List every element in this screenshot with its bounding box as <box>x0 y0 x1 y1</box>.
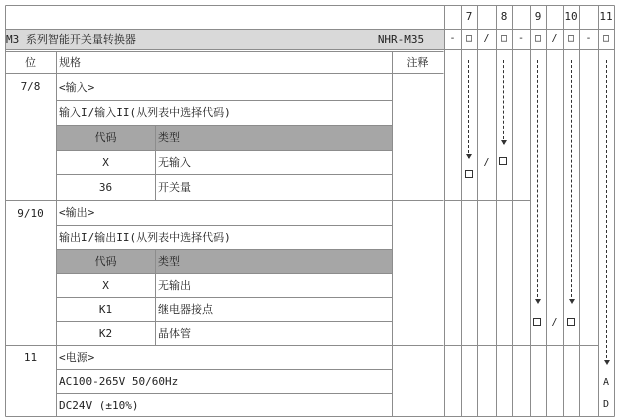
code-box: □ <box>534 33 542 44</box>
section-input-heading: <输入> <box>59 81 95 94</box>
code-box: □ <box>500 33 508 44</box>
table-row-code: 36 <box>98 180 113 194</box>
code-separator: / <box>551 33 558 44</box>
section-input-position: 7/8 <box>20 79 41 93</box>
table-row-code: K2 <box>98 326 113 340</box>
table-row-code: X <box>102 155 109 169</box>
section-output-heading: <输出> <box>59 206 95 219</box>
column-position: 位 <box>25 55 36 69</box>
result-box-10 <box>567 318 575 326</box>
section-power-position: 11 <box>23 350 38 364</box>
result-box-9 <box>533 318 541 326</box>
code-separator: - <box>585 33 592 44</box>
table-row-type: 开关量 <box>158 180 191 194</box>
code-box: □ <box>602 33 610 44</box>
table-row-code: X <box>102 278 109 292</box>
table-row-type: 无输出 <box>158 278 191 292</box>
table-row-type: 晶体管 <box>158 326 191 340</box>
position-number: 7 <box>465 9 473 23</box>
arrow-down-icon <box>466 154 472 159</box>
section-output-code-header: 代码 <box>94 254 117 268</box>
slash-78: / <box>483 157 490 168</box>
leader-line-8 <box>503 60 504 144</box>
slash-910: / <box>551 317 558 328</box>
code-box: □ <box>465 33 473 44</box>
power-code-d: D <box>602 399 610 410</box>
section-output-desc: 输出I/输出II(从列表中选择代码) <box>59 230 231 244</box>
section-input-desc: 输入I/输入II(从列表中选择代码) <box>59 106 231 119</box>
position-number: 10 <box>564 9 578 23</box>
position-number: 9 <box>534 9 542 23</box>
leader-line-7 <box>468 60 469 158</box>
column-spec: 规格 <box>59 55 81 69</box>
position-number: 8 <box>500 9 508 23</box>
result-box-8 <box>499 157 507 165</box>
result-box-7 <box>465 170 473 178</box>
power-code-a: A <box>602 377 610 388</box>
arrow-down-icon <box>569 299 575 304</box>
arrow-down-icon <box>501 140 507 145</box>
section-power-heading: <电源> <box>59 350 95 364</box>
power-option-ac: AC100-265V 50/60Hz <box>59 374 179 388</box>
position-number: 11 <box>599 9 613 23</box>
product-title: M3 系列智能开关量转换器 <box>6 32 136 46</box>
power-option-dc: DC24V (±10%) <box>59 398 139 412</box>
model-number: NHR-M35 <box>377 32 425 46</box>
section-output-position: 9/10 <box>17 206 44 220</box>
section-input-code-header: 代码 <box>94 131 117 144</box>
column-note: 注释 <box>406 55 429 69</box>
leader-line-11 <box>606 60 607 363</box>
table-row-code: K1 <box>98 302 113 316</box>
arrow-down-icon <box>535 299 541 304</box>
code-separator: - <box>449 33 456 44</box>
section-input-type-header: 类型 <box>158 131 180 144</box>
arrow-down-icon <box>604 360 610 365</box>
table-row-type: 继电器接点 <box>158 302 213 316</box>
code-separator: - <box>517 33 525 44</box>
code-separator: / <box>483 33 490 44</box>
leader-line-10 <box>571 60 572 302</box>
leader-line-9 <box>537 60 538 302</box>
section-output-type-header: 类型 <box>158 254 180 268</box>
code-box: □ <box>567 33 575 44</box>
table-row-type: 无输入 <box>158 155 191 169</box>
